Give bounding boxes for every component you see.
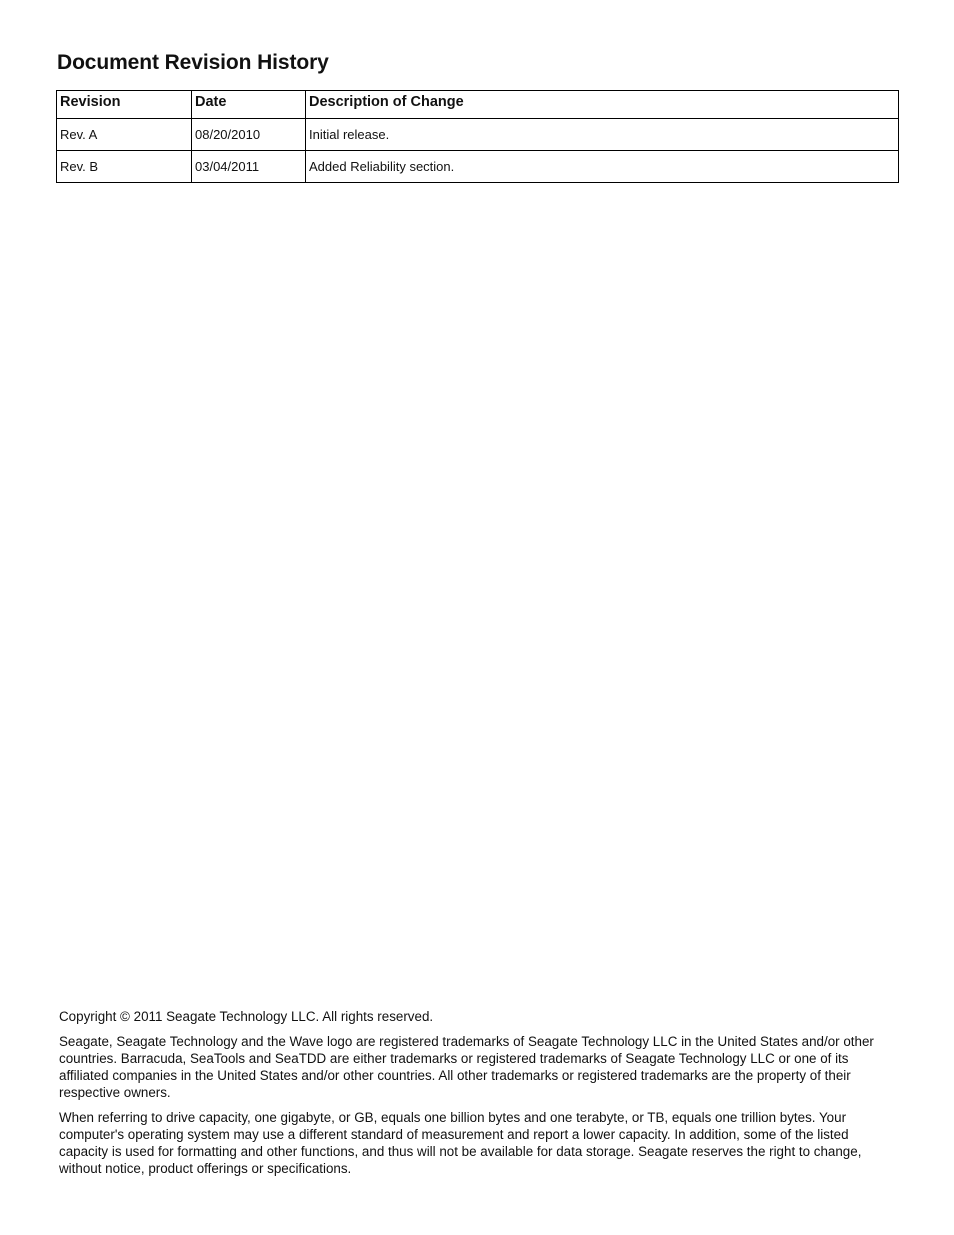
revision-history-table bbox=[56, 90, 899, 183]
page-title: Document Revision History bbox=[57, 51, 329, 74]
table-header-row bbox=[57, 91, 899, 119]
legal-notice bbox=[59, 1008, 895, 1185]
copyright-text: Copyright © 2011 Seagate Technology LLC. All rights reserved. bbox=[59, 1009, 434, 1024]
cell-description: Added Reliability section. bbox=[306, 151, 899, 183]
trademark-text: Seagate, Seagate Technology and the Wave logo are registered trademarks of Seagate Technology LLC in the United States and/or other countries. Barracuda, SeaTools and SeaTDD are either trademarks or registered trademarks of Seagate Technology LLC or one of its affiliated companies in the United States and/or other countries. All other trademarks or registered trademarks are the property of their respective owners. bbox=[59, 1034, 874, 1100]
table-row bbox=[57, 151, 899, 183]
cell-date: 08/20/2010 bbox=[192, 119, 306, 151]
cell-description: Initial release. bbox=[306, 119, 899, 151]
column-header-description: Description of Change bbox=[306, 91, 899, 119]
column-header-revision: Revision bbox=[57, 91, 192, 119]
cell-revision: Rev. B bbox=[57, 151, 192, 183]
column-header-date: Date bbox=[192, 91, 306, 119]
capacity-disclaimer-text: When referring to drive capacity, one gigabyte, or GB, equals one billion bytes and one terabyte, or TB, equals one trillion bytes. Your computer's operating system may use a different standard of measurement and report a lower capacity. In addition, some of the listed capacity is used for formatting and other functions, and thus will not be available for data storage. Seagate reserves the right to change, without notice, product offerings or specifications. bbox=[59, 1110, 862, 1176]
cell-date: 03/04/2011 bbox=[192, 151, 306, 183]
cell-revision: Rev. A bbox=[57, 119, 192, 151]
table-row bbox=[57, 119, 899, 151]
